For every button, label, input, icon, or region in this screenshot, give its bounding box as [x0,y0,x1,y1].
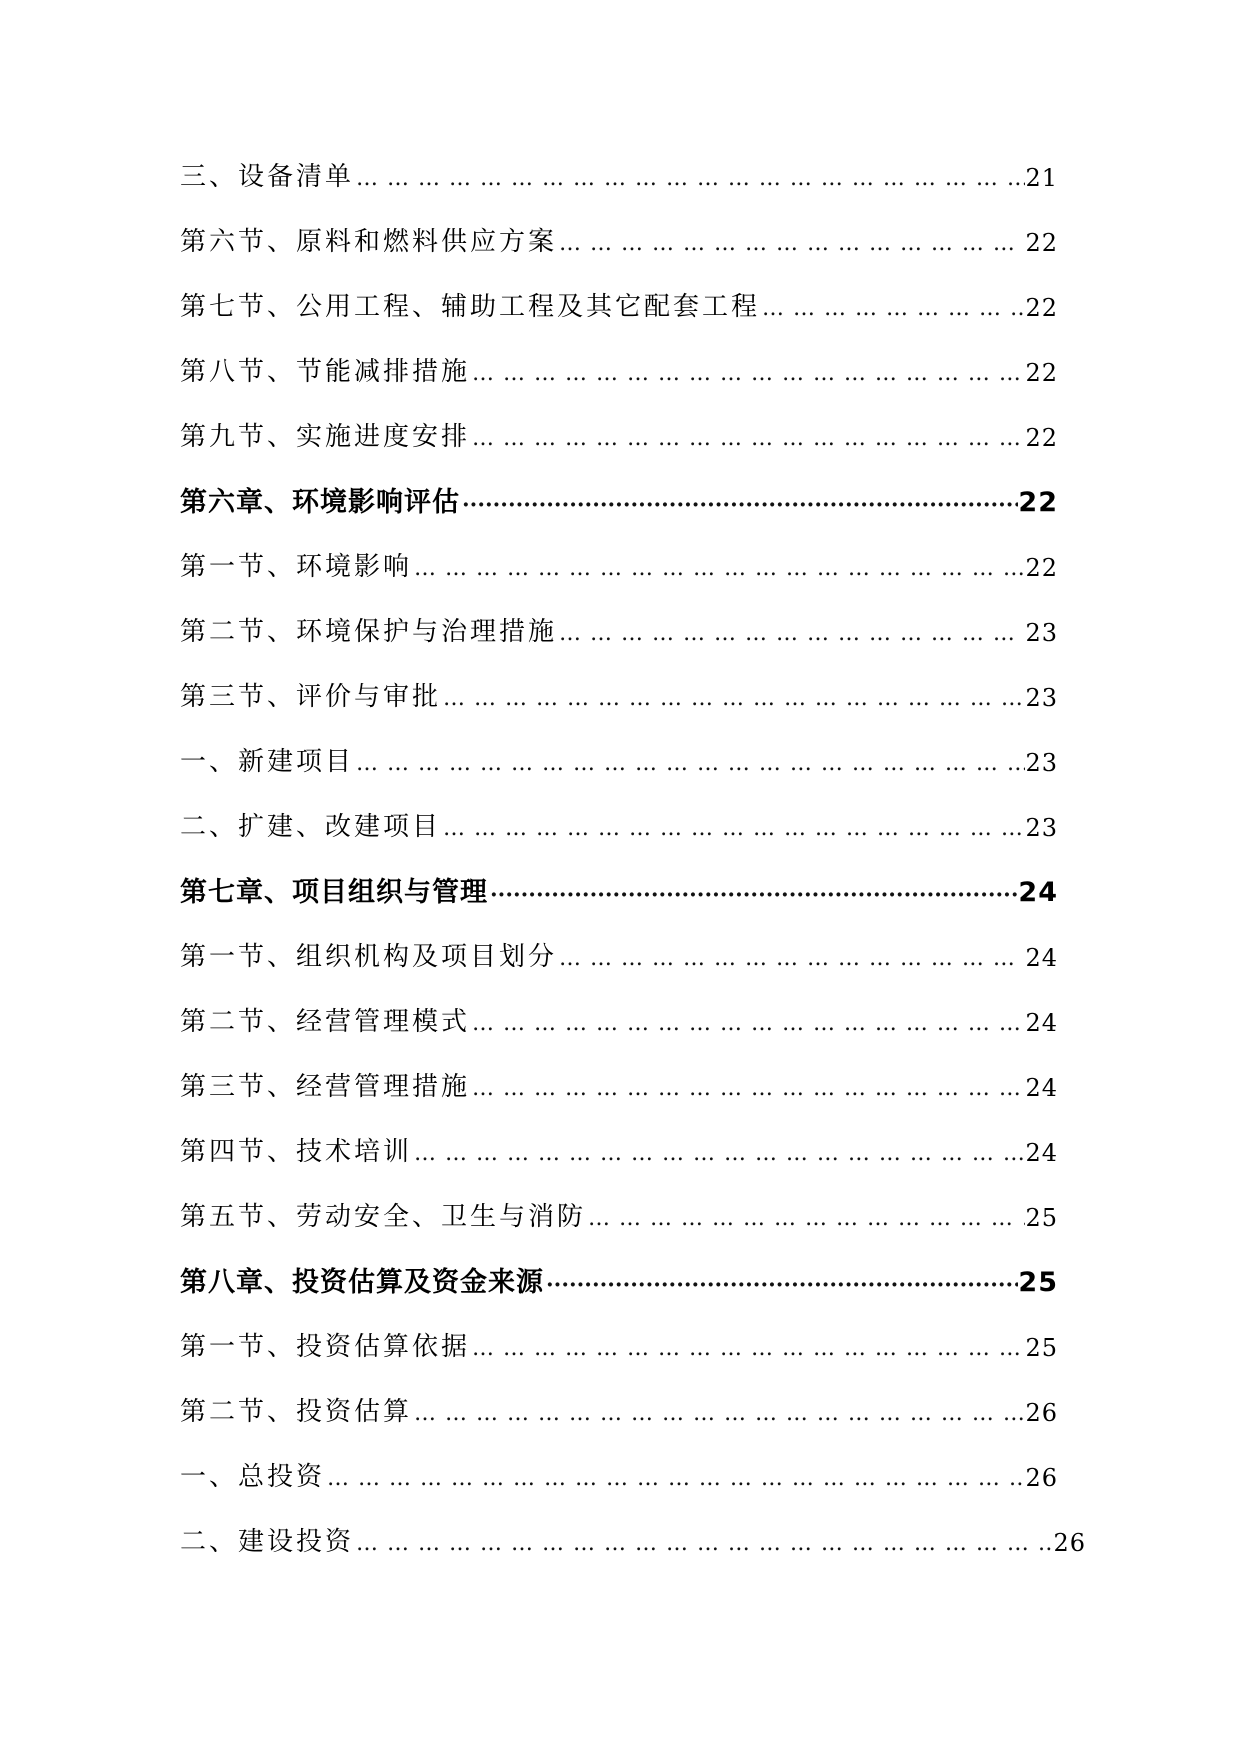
toc-page-number: 23 [1025,814,1058,842]
toc-page-number: 21 [1025,164,1058,192]
toc-entry[interactable] [180,229,1058,255]
toc-entry-title: 第四节、技术培训 [180,1137,413,1167]
toc-chapter-title: 第八章、投资估算及资金来源 [180,1267,544,1298]
toc-dot-leader [412,1403,1025,1425]
toc-page-number: 25 [1025,1204,1058,1232]
toc-entry[interactable] [180,554,1058,580]
toc-dot-leader [544,1274,1018,1296]
toc-page-number: 26 [1025,1399,1058,1427]
toc-entry-title: 第二节、投资估算 [180,1397,413,1427]
toc-entry-title: 第二节、环境保护与治理措施 [180,617,558,647]
toc-dot-leader [470,428,1025,450]
toc-entry-title: 第一节、环境影响 [180,552,413,582]
toc-page-number: 25 [1025,1334,1058,1362]
toc-page-number: 22 [1018,487,1058,518]
toc-dot-leader [557,948,1025,970]
toc-page-number: 22 [1025,424,1058,452]
toc-entry[interactable] [180,424,1058,450]
toc-entry[interactable] [180,164,1058,190]
toc-entry[interactable] [180,1009,1058,1035]
toc-page-number: 24 [1025,1009,1058,1037]
toc-dot-leader [488,884,1018,906]
toc-page-number: 25 [1018,1267,1058,1298]
toc-entry-title: 第三节、评价与审批 [180,682,442,712]
toc-entry[interactable] [180,1334,1058,1360]
toc-entry-title: 第三节、经营管理措施 [180,1072,471,1102]
toc-dot-leader [325,1468,1025,1490]
toc-dot-leader [412,1143,1025,1165]
toc-entry[interactable] [180,359,1058,385]
toc-entry-title: 第八节、节能减排措施 [180,357,471,387]
toc-entry-title: 第五节、劳动安全、卫生与消防 [180,1202,587,1232]
toc-dot-leader [354,753,1025,775]
toc-dot-leader [470,1013,1025,1035]
toc-entry-title: 第六节、原料和燃料供应方案 [180,227,558,257]
toc-chapter-title: 第六章、环境影响评估 [180,487,460,518]
toc-dot-leader [441,818,1025,840]
toc-dot-leader [460,494,1018,516]
toc-dot-leader [354,168,1025,190]
toc-page-number: 23 [1025,619,1058,647]
toc-entry[interactable] [180,1529,1086,1555]
toc-entry-title: 第一节、组织机构及项目划分 [180,942,558,972]
toc-page-number: 22 [1025,229,1058,257]
toc-page-number: 24 [1025,1139,1058,1167]
toc-entry-title: 一、总投资 [180,1462,326,1492]
toc-entry[interactable] [180,619,1058,645]
toc-entry[interactable] [180,1399,1058,1425]
toc-entry-title: 第七节、公用工程、辅助工程及其它配套工程 [180,292,761,322]
toc-page-number: 24 [1025,1074,1058,1102]
toc-dot-leader [557,623,1025,645]
toc-dot-leader [441,688,1025,710]
toc-entry[interactable] [180,1464,1058,1490]
toc-entry-title: 第二节、经营管理模式 [180,1007,471,1037]
toc-entry[interactable] [180,684,1058,710]
toc-page-number: 22 [1025,554,1058,582]
toc-chapter-entry[interactable] [180,1269,1058,1296]
toc-dot-leader [586,1208,1025,1230]
toc-entry-title: 二、扩建、改建项目 [180,812,442,842]
toc-dot-leader [354,1533,1053,1555]
toc-page-number: 24 [1018,877,1058,908]
toc-page-number: 24 [1025,944,1058,972]
toc-dot-leader [470,363,1025,385]
toc-entry-title: 第一节、投资估算依据 [180,1332,471,1362]
toc-entry-title: 二、建设投资 [180,1527,355,1557]
toc-page-number: 22 [1025,294,1058,322]
toc-entry[interactable] [180,294,1058,320]
toc-entry[interactable] [180,944,1058,970]
toc-entry-title: 第九节、实施进度安排 [180,422,471,452]
toc-entry-title: 一、新建项目 [180,747,355,777]
toc-chapter-entry[interactable] [180,879,1058,906]
toc-dot-leader [470,1078,1025,1100]
toc-entry[interactable] [180,1074,1058,1100]
toc-page-number: 23 [1025,749,1058,777]
toc-dot-leader [760,298,1025,320]
toc-page-number: 26 [1053,1529,1086,1557]
toc-entry[interactable] [180,1204,1058,1230]
toc-dot-leader [412,558,1025,580]
toc-chapter-title: 第七章、项目组织与管理 [180,877,488,908]
toc-page-number: 26 [1025,1464,1058,1492]
toc-dot-leader [470,1338,1025,1360]
toc-entry[interactable] [180,749,1058,775]
toc-page-number: 22 [1025,359,1058,387]
toc-chapter-entry[interactable] [180,489,1058,516]
toc-entry[interactable] [180,1139,1058,1165]
toc-dot-leader [557,233,1025,255]
toc-entry-title: 三、设备清单 [180,162,355,192]
toc-page-number: 23 [1025,684,1058,712]
toc-entry[interactable] [180,814,1058,840]
